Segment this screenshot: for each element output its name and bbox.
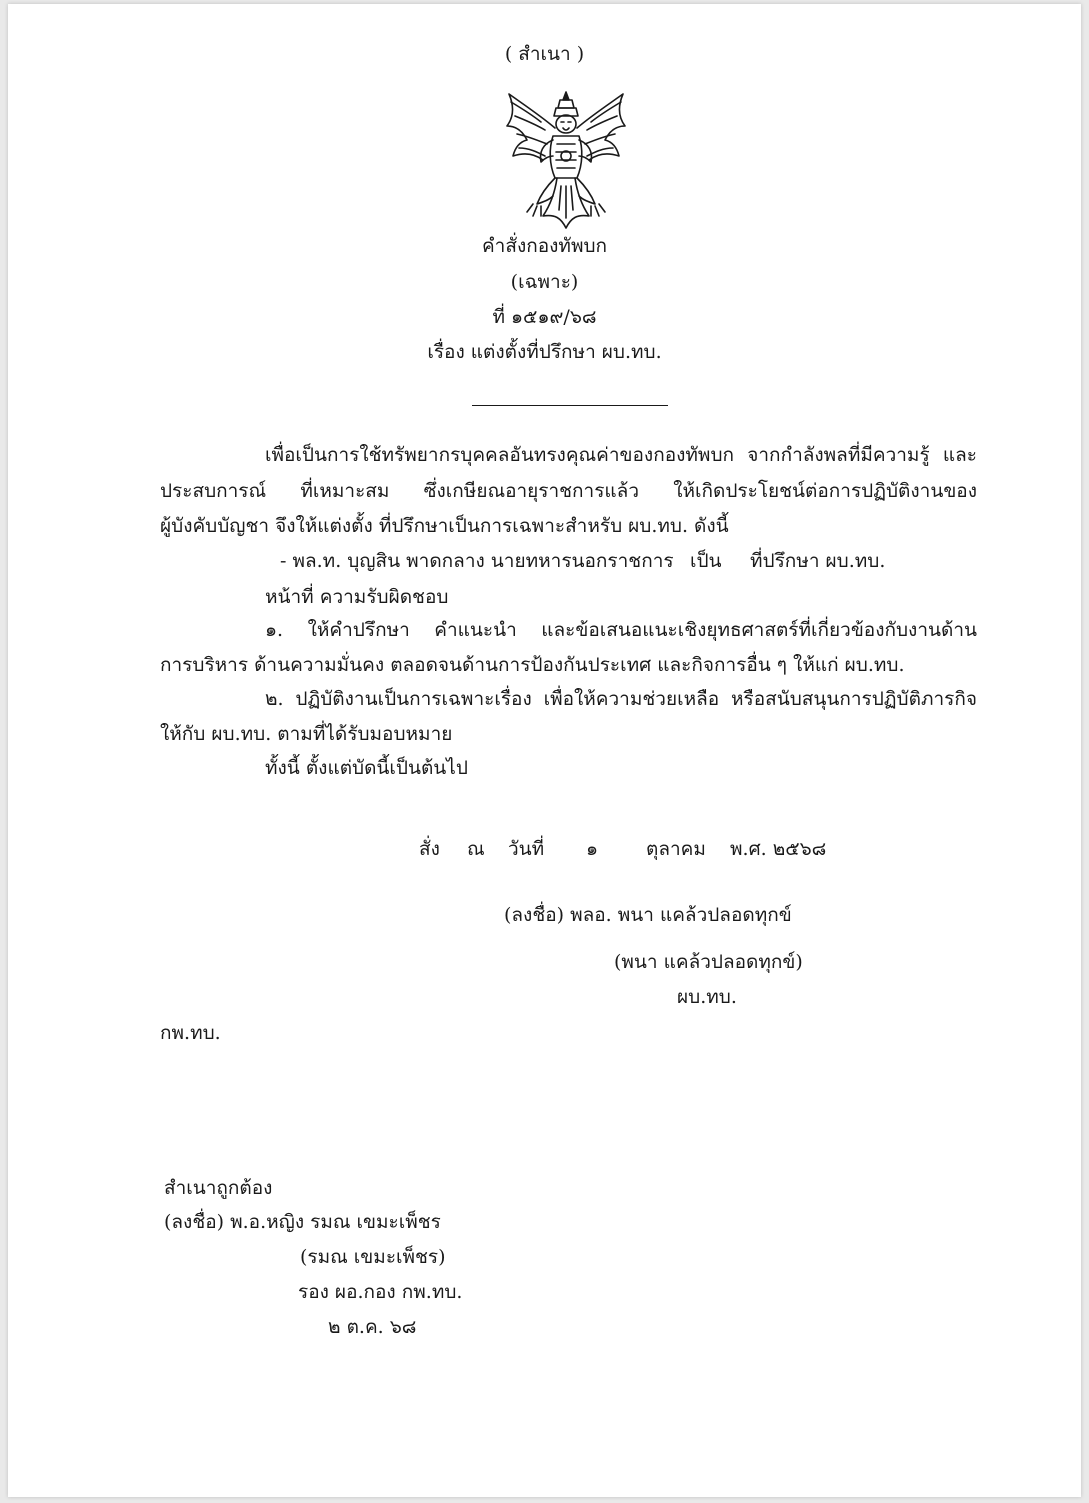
order-date-label: วันที่ [508, 838, 545, 860]
order-date-day: ๑ [586, 838, 599, 860]
copy-mark: ( สำเนา ) [504, 43, 585, 65]
appointee-as: เป็น [690, 550, 722, 572]
order-classification: (เฉพาะ) [510, 271, 579, 293]
order-subject: เรื่อง แต่งตั้งที่ปรึกษา ผบ.ทบ. [427, 341, 662, 363]
intro-line-2: ประสบการณ์ ที่เหมาะสม ซึ่งเกษียณอายุราชการแล้ว ให้เกิดประโยชน์ต่อการปฏิบัติงานของ [160, 480, 977, 502]
duty-2-line-1: ๒. ปฏิบัติงานเป็นการเฉพาะเรื่อง เพื่อให้ความช่วยเหลือ หรือสนับสนุนการปฏิบัติภารกิจ [265, 688, 977, 710]
duty-1-line-2: การบริหาร ด้านความมั่นคง ตลอดจนด้านการป้องกันประเทศ และกิจการอื่น ๆ ให้แก่ ผบ.ทบ. [160, 654, 905, 676]
duty-2-line-2: ให้กับ ผบ.ทบ. ตามที่ได้รับมอบหมาย [160, 723, 453, 745]
order-title: คำสั่งกองทัพบก [481, 235, 608, 257]
department-code: กพ.ทบ. [160, 1022, 221, 1044]
commander-name: (พนา แคล้วปลอดทุกข์) [614, 951, 803, 973]
order-date-ordered: สั่ง [419, 838, 440, 860]
certification-name: (รมณ เขมะเพ็ชร) [300, 1246, 446, 1268]
certification-signed: (ลงชื่อ) พ.อ.หญิง รมณ เขมะเพ็ชร [164, 1211, 441, 1233]
header-divider [472, 405, 668, 406]
order-number: ที่ ๑๕๑๙/๖๘ [492, 306, 597, 328]
certification-title: รอง ผอ.กอง กพ.ทบ. [298, 1281, 463, 1303]
document-page [8, 4, 1081, 1497]
order-date-month: ตุลาคม [646, 838, 706, 860]
order-date-at: ณ [467, 838, 485, 860]
appointee-position: ที่ปรึกษา ผบ.ทบ. [750, 550, 886, 572]
certification-heading: สำเนาถูกต้อง [164, 1177, 273, 1199]
duty-1-line-1: ๑. ให้คำปรึกษา คำแนะนำ และข้อเสนอแนะเชิงยุทธศาสตร์ที่เกี่ยวข้องกับงานด้าน [265, 619, 977, 641]
commander-title: ผบ.ทบ. [677, 986, 737, 1008]
certification-date: ๒ ต.ค. ๖๘ [328, 1316, 417, 1338]
order-date-year: พ.ศ. ๒๕๖๘ [730, 838, 827, 860]
effective-clause: ทั้งนี้ ตั้งแต่บัดนี้เป็นต้นไป [265, 757, 468, 779]
appointee-name: - พล.ท. บุญสิน พาดกลาง นายทหารนอกราชการ [280, 550, 674, 572]
duties-heading: หน้าที่ ความรับผิดชอบ [265, 586, 449, 608]
intro-line-3: ผู้บังคับบัญชา จึงให้แต่งตั้ง ที่ปรึกษาเป็นการเฉพาะสำหรับ ผบ.ทบ. ดังนี้ [160, 515, 729, 537]
commander-signed: (ลงชื่อ) พลอ. พนา แคล้วปลอดทุกข์ [504, 904, 792, 926]
garuda-emblem-icon [497, 86, 635, 234]
intro-line-1: เพื่อเป็นการใช้ทรัพยากรบุคคลอันทรงคุณค่าของกองทัพบก จากกำลังพลที่มีความรู้ และ [265, 444, 977, 466]
